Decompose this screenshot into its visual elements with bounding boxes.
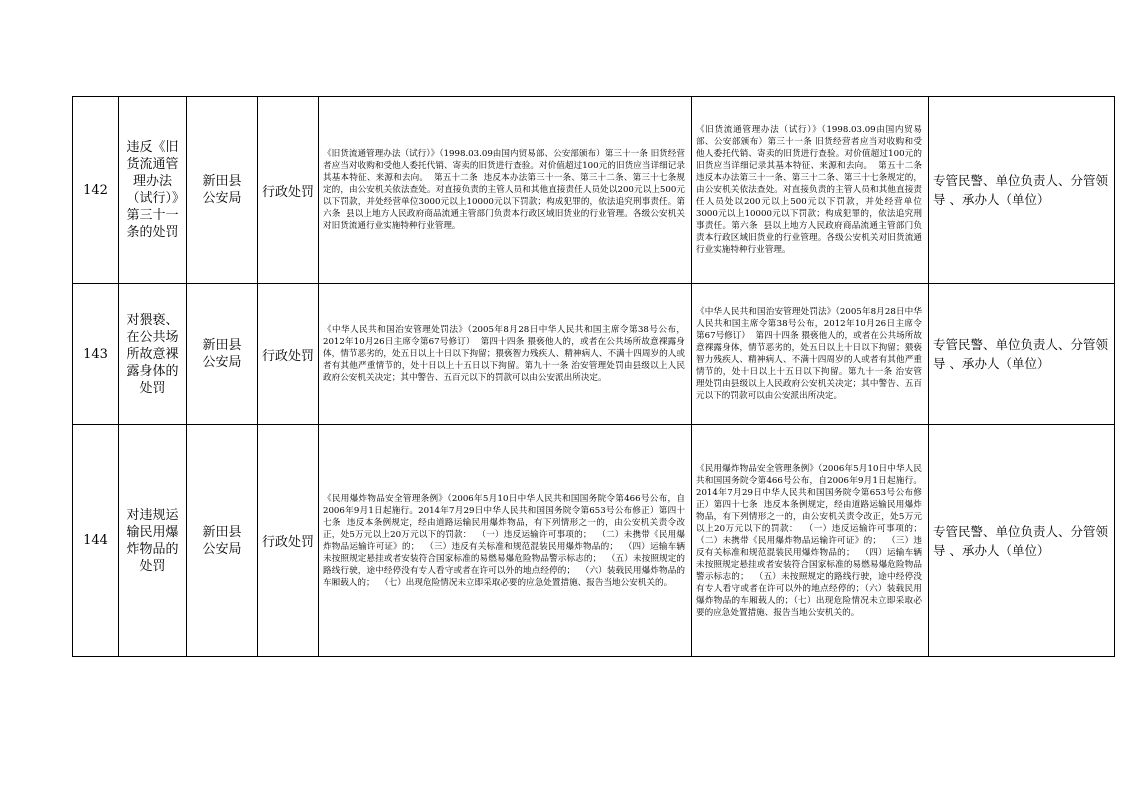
responsibility-basis: 《旧货流通管理办法（试行）》（1998.03.09由国内贸易部、公安部颁布）第三十一条 旧货经营者应当对收购和受他人委托代销、寄卖的旧货进行查验。对价值超过100元的旧货应当详细记录其基本特征、来源和去向。 第五十二条 违反本办法第三十一条、第三十二条、第三十七条规定的，由公安机关依法查处。对直接负责的主管人员和其他直接责任人员处以200元以上500元以下罚款，并处经营单位3000元以上10000元以下罚款；构成犯罪的，依法追究刑事责任。第六条 县以上地方人民政府商品流通主管部门负责本行政区域旧货业的行业管理。各级公安机关对旧货流通行业实施特种行业管理。 xyxy=(692,97,929,284)
legal-basis: 《旧货流通管理办法（试行）》（1998.03.09由国内贸易部、公安部颁布）第三十一条 旧货经营者应当对收购和受他人委托代销、寄卖的旧货进行查验。对价值超过100元的旧货应当详细记录其基本特征、来源和去向。 第五十二条 违反本办法第三十一条、第三十二条、第三十七条规定的，由公安机关依法查处。对直接负责的主管人员和其他直接责任人员处以200元以上500元以下罚款，并处经营单位3000元以上10000元以下罚款；构成犯罪的，依法追究刑事责任。第六条 县以上地方人民政府商品流通主管部门负责本行政区域旧货业的行业管理。各级公安机关对旧货流通行业实施特种行业管理。 xyxy=(319,97,692,284)
item-name: 对违规运输民用爆炸物品的处罚 xyxy=(119,425,187,657)
legal-basis: 《民用爆炸物品安全管理条例》（2006年5月10日中华人民共和国国务院令第466号公布，自2006年9月1日起施行。2014年7月29日中华人民共和国国务院令第653号公布修正）第四十七条 违反本条例规定，经由道路运输民用爆炸物品，有下列情形之一的，由公安机关责令改正，处5万元以上20万元以下的罚款： （一）违反运输许可事项的； （二）未携带《民用爆炸物品运输许可证》的； （三）违反有关标准和规范混装民用爆炸物品的； （四）运输车辆未按照规定悬挂或者安装符合国家标准的易燃易爆危险物品警示标志的； （五）未按照规定的路线行驶，途中经停没有专人看守或者在许可以外的地点经停的； （六）装载民用爆炸物品的车厢载人的； （七）出现危险情况未立即采取必要的应急处置措施、报告当地公安机关的。 xyxy=(319,425,692,657)
responsibility-basis: 《民用爆炸物品安全管理条例》（2006年5月10日中华人民共和国国务院令第466号公布，自2006年9月1日起施行。2014年7月29日中华人民共和国国务院令第653号公布修正）第四十七条 违反本条例规定，经由道路运输民用爆炸物品，有下列情形之一的，由公安机关责令改正，处5万元以上20万元以下的罚款： （一）违反运输许可事项的； （二）未携带《民用爆炸物品运输许可证》的； （三）违反有关标准和规范混装民用爆炸物品的； （四）运输车辆未按照规定悬挂或者安装符合国家标准的易燃易爆危险物品警示标志的； （五）未按照规定的路线行驶，途中经停没有专人看守或者在许可以外的地点经停的；（六）装载民用爆炸物品的车厢载人的；（七）出现危险情况未立即采取必要的应急处置措施、报告当地公安机关的。 xyxy=(692,425,929,657)
responsible-parties: 专管民警、单位负责人、分管领导 、承办人（单位） xyxy=(929,284,1115,425)
penalty-table xyxy=(72,96,1115,657)
implementing-department: 新田县公安局 xyxy=(187,97,258,284)
power-type: 行政处罚 xyxy=(258,97,319,284)
legal-basis: 《中华人民共和国治安管理处罚法》（2005年8月28日中华人民共和国主席令第38号公布，2012年10月26日主席令第67号修订） 第四十四条 猥亵他人的，或者在公共场所故意裸露身体，情节恶劣的，处五日以上十日以下拘留；猥亵智力残疾人、精神病人、不满十四周岁的人或者有其他严重情节的，处十日以上十五日以下拘留。第九十一条 治安管理处罚由县级以上人民政府公安机关决定；其中警告、五百元以下的罚款可以由公安派出所决定。 xyxy=(319,284,692,425)
item-name: 违反《旧货流通管理办法（试行）》第三十一条的处罚 xyxy=(119,97,187,284)
implementing-department: 新田县公安局 xyxy=(187,284,258,425)
table-row xyxy=(73,284,1115,425)
table-row xyxy=(73,97,1115,284)
item-number: 142 xyxy=(73,97,119,284)
responsibility-basis: 《中华人民共和国治安管理处罚法》（2005年8月28日中华人民共和国主席令第38号公布，2012年10月26日主席令第67号修订） 第四十四条 猥亵他人的，或者在公共场所故意裸露身体，情节恶劣的，处五日以上十日以下拘留；猥亵智力残疾人、精神病人、不满十四周岁的人或者有其他严重情节的，处十日以上十五日以下拘留。第九十一条 治安管理处罚由县级以上人民政府公安机关决定；其中警告、五百元以下的罚款可以由公安派出所决定。 xyxy=(692,284,929,425)
table-row xyxy=(73,425,1115,657)
responsible-parties: 专管民警、单位负责人、分管领导 、承办人（单位） xyxy=(929,425,1115,657)
item-number: 143 xyxy=(73,284,119,425)
power-type: 行政处罚 xyxy=(258,284,319,425)
item-number: 144 xyxy=(73,425,119,657)
responsible-parties: 专管民警、单位负责人、分管领导 、承办人（单位） xyxy=(929,97,1115,284)
implementing-department: 新田县公安局 xyxy=(187,425,258,657)
item-name: 对猥亵、在公共场所故意裸露身体的处罚 xyxy=(119,284,187,425)
power-type: 行政处罚 xyxy=(258,425,319,657)
